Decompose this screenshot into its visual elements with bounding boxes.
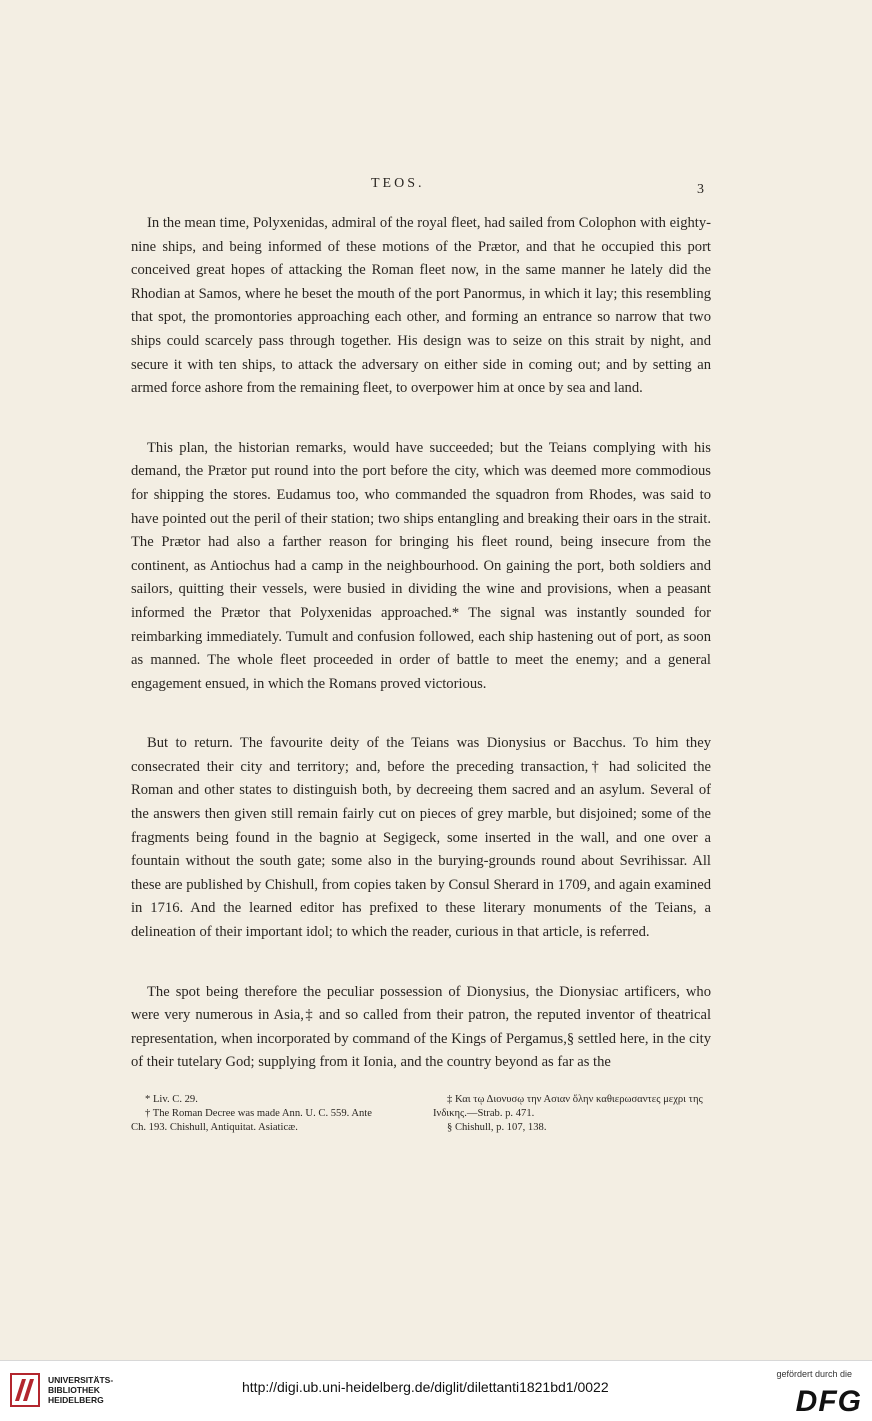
library-name [48,1375,113,1405]
funder-caption: gefördert durch die [776,1369,852,1379]
page-number: 3 [697,182,704,197]
paragraph: This plan, the historian remarks, would have succeeded; but the Teians complying with his demand, the Prætor put round into the port before the city, which was deemed more commodious for shipping the stores. Eudamus too, who commanded the squadron from Rhodes, was said to have pointed out the peril of their station; two ships entangling and breaking their oars in the strait. The Prætor had also a farther reason for bringing his fleet round, being insecure from the continent, as Antiochus had a camp in the neighbourhood. On gaining the port, both soldiers and sailors, quitting their vessels, were busied in dividing the wine and provisions, when a peasant informed the Prætor that Polyxenidas approached.* The signal was instantly sounded for reimbarking immediately. Tumult and confusion followed, each ship hastening out of port, as soon as manned. The whole fleet proceeded in order of battle to meet the enemy; and a general engagement ensued, in which the Romans proved victorious. [131,439,711,692]
footnotes-left [131,1093,409,1135]
footnote: Ch. 193. Chishull, Antiquitat. Asiaticæ. [131,1122,298,1133]
paragraph: In the mean time, Polyxenidas, admiral of the royal fleet, had sailed from Colophon with eighty-nine ships, and being informed of these motions of the Prætor, and that he occupied this port conceived great hopes of attacking the Roman fleet now, in the same manner he lately did the Rhodian at Samos, where he beset the mouth of the port Panormus, in which it lay; this resembling that spot, the promontories approaching each other, and forming an entrance so narrow that two ships could scarcely pass through together. His design was to seize on this strait by night, and secure it with ten ships, to attack the adversary on either side in coming out; and by setting an armed force ashore from the remaining fleet, to overpower him at once by sea and land. [131,215,711,397]
viewer-footer [0,1360,872,1421]
permalink-url[interactable]: http://digi.ub.uni-heidelberg.de/diglit/dilettanti1821bd1/0022 [242,1379,609,1395]
funder-block [762,1369,862,1417]
library-name-line: BIBLIOTHEK [48,1385,100,1395]
footnote: Ινδικης.—Strab. p. 471. [433,1108,535,1119]
dfg-logo-icon: DFG [795,1385,862,1418]
library-logo-icon [10,1373,40,1407]
paragraph: The spot being therefore the peculiar possession of Dionysius, the Dionysiac artificers, who were very numerous in Asia,‡ and so called from their patron, the reputed inventor of theatrical representation, when incorporated by command of the Kings of Pergamus,§ settled here, in the city of their tutelary God; supplying from it Ionia, and the country beyond as far as the [131,983,711,1071]
footnotes-right [433,1093,711,1135]
library-name-line: UNIVERSITÄTS- [48,1375,114,1385]
footnote: * Liv. C. 29. [145,1094,198,1105]
footnote: ‡ Και τῳ Διονυσῳ την Ασιαν ὅλην καθιερωσαντες μεχρι της [447,1094,703,1105]
footnotes [131,1093,711,1135]
footnote: † The Roman Decree was made Ann. U. C. 559. Ante [145,1108,372,1119]
footnote: § Chishull, p. 107, 138. [447,1122,547,1133]
running-head [0,176,872,200]
library-name-line: HEIDELBERG [48,1395,104,1405]
running-title: TEOS. [371,176,425,191]
paragraph: But to return. The favourite deity of the Teians was Dionysius or Bacchus. To him they consecrated their city and territory; and, before the preceding transaction,† had solicited the Roman and other states to distinguish both, by decreeing them sacred and an asylum. Several of the answers then given still remain fairly cut on pieces of grey marble, but disjoined; some of the fragments being found in the bagnio at Segigeck, some inserted in the wall, and one over a fountain without the south gate; some also in the burying-grounds round about Sevrihissar. All these are published by Chishull, from copies taken by Consul Sherard in 1709, and again examined in 1716. And the learned editor has prefixed to these literary monuments of the Teians, a delineation of their important idol; to which the reader, curious in that article, is referred. [131,735,711,941]
body-text [131,212,711,1111]
